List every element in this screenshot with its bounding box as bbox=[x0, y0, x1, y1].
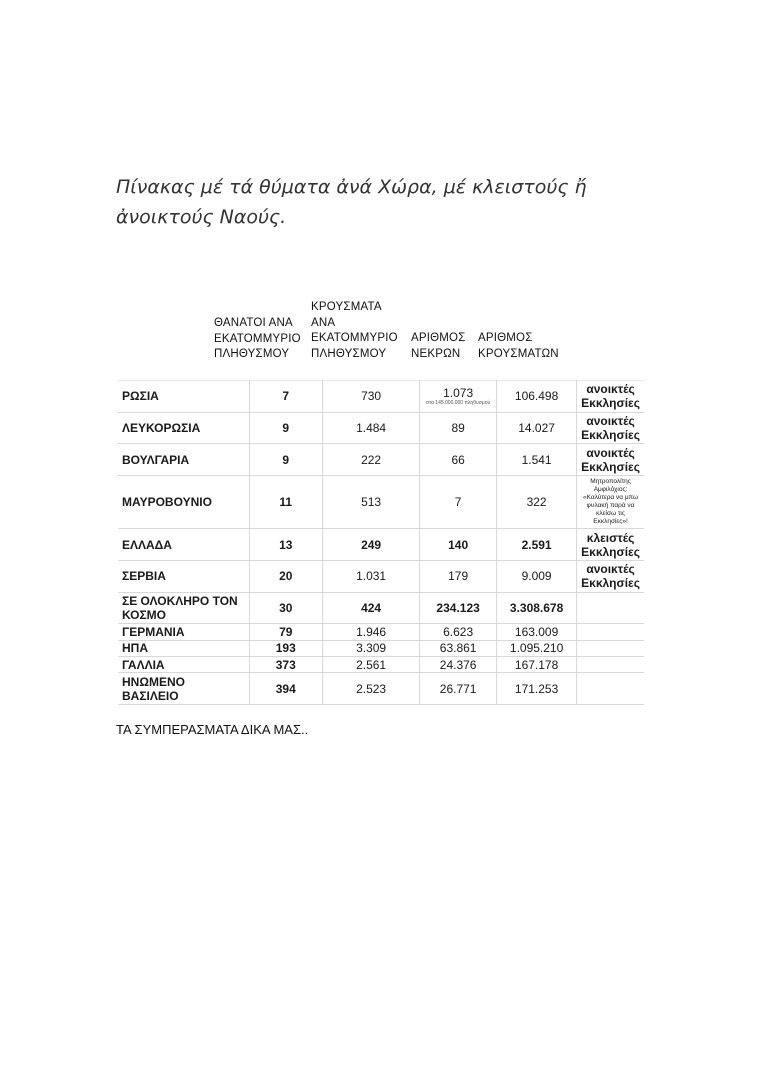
deaths-count-cell: 234.123 bbox=[420, 592, 497, 624]
table-row bbox=[118, 592, 644, 624]
table-row bbox=[118, 656, 644, 672]
deaths-per-million-cell: 373 bbox=[249, 656, 323, 672]
church-status-cell: κλειστές Εκκλησίες bbox=[577, 529, 644, 561]
church-status-cell: ανοικτές Εκκλησίες bbox=[577, 412, 644, 444]
deaths-per-million-cell: 193 bbox=[249, 640, 323, 656]
country-cell: ΗΝΩΜΕΝΟ ΒΑΣΙΛΕΙΟ bbox=[118, 673, 249, 705]
cases-count-cell: 322 bbox=[497, 475, 577, 528]
header-cases-per-million: ΚΡΟΥΣΜΑΤΑ ΑΝΑ ΕΚΑΤΟΜΜΥΡΙΟ ΠΛΗΘΥΣΜΟΥ bbox=[311, 301, 398, 360]
cases-count-cell: 171.253 bbox=[497, 673, 577, 705]
church-status-cell bbox=[577, 673, 644, 705]
table-row bbox=[118, 673, 644, 705]
country-cell: ΣΕ ΟΛΟΚΛΗΡΟ ΤΟΝ ΚΟΣΜΟ bbox=[118, 592, 249, 624]
cases-count-cell: 163.009 bbox=[497, 624, 577, 640]
country-cell: ΜΑΥΡΟΒΟΥΝΙΟ bbox=[118, 475, 249, 528]
table-row bbox=[118, 475, 644, 528]
cases-per-million-cell: 249 bbox=[323, 529, 420, 561]
table-row bbox=[118, 444, 644, 476]
country-cell: ΓΑΛΛΙΑ bbox=[118, 656, 249, 672]
table-row bbox=[118, 381, 644, 413]
table-row bbox=[118, 529, 644, 561]
cases-count-cell: 2.591 bbox=[497, 529, 577, 561]
church-status-cell: ανοικτές Εκκλησίες bbox=[577, 381, 644, 413]
cases-per-million-cell: 513 bbox=[323, 475, 420, 528]
cases-count-cell: 14.027 bbox=[497, 412, 577, 444]
deaths-count-cell: 66 bbox=[420, 444, 497, 476]
deaths-per-million-cell: 7 bbox=[249, 381, 323, 413]
country-cell: ΛΕΥΚΟΡΩΣΙΑ bbox=[118, 412, 249, 444]
deaths-count-cell: 24.376 bbox=[420, 656, 497, 672]
cases-per-million-cell: 730 bbox=[323, 381, 420, 413]
deaths-count-cell: 6.623 bbox=[420, 624, 497, 640]
deaths-per-million-cell: 394 bbox=[249, 673, 323, 705]
deaths-count-cell: 140 bbox=[420, 529, 497, 561]
deaths-count-cell: 179 bbox=[420, 560, 497, 592]
church-status-cell: ανοικτές Εκκλησίες bbox=[577, 560, 644, 592]
header-cases-count: ΑΡΙΘΜΟΣ ΚΡΟΥΣΜΑΤΩΝ bbox=[478, 332, 559, 360]
deaths-per-million-cell: 13 bbox=[249, 529, 323, 561]
deaths-footnote: στα 145.000.000 πληθυσμού bbox=[426, 400, 491, 407]
cases-count-cell: 1.095.210 bbox=[497, 640, 577, 656]
church-status-cell bbox=[577, 624, 644, 640]
church-status-cell bbox=[577, 592, 644, 624]
cases-count-cell: 3.308.678 bbox=[497, 592, 577, 624]
cases-per-million-cell: 1.031 bbox=[323, 560, 420, 592]
deaths-count-cell: 89 bbox=[420, 412, 497, 444]
header-deaths-count: ΑΡΙΘΜΟΣ ΝΕΚΡΩΝ bbox=[411, 332, 466, 360]
table-row bbox=[118, 412, 644, 444]
church-status-cell bbox=[577, 640, 644, 656]
deaths-count-cell: 1.073 στα 145.000.000 πληθυσμού bbox=[420, 381, 497, 413]
table-row bbox=[118, 560, 644, 592]
conclusion-text: ΤΑ ΣΥΜΠΕΡΑΣΜΑΤΑ ΔΙΚΑ ΜΑΣ.. bbox=[116, 722, 309, 737]
deaths-per-million-cell: 11 bbox=[249, 475, 323, 528]
cases-count-cell: 106.498 bbox=[497, 381, 577, 413]
cases-count-cell: 167.178 bbox=[497, 656, 577, 672]
deaths-count-cell: 63.861 bbox=[420, 640, 497, 656]
deaths-count-cell: 26.771 bbox=[420, 673, 497, 705]
cases-count-cell: 9.009 bbox=[497, 560, 577, 592]
church-status-cell: ανοικτές Εκκλησίες bbox=[577, 444, 644, 476]
cases-per-million-cell: 2.523 bbox=[323, 673, 420, 705]
country-statistics-table bbox=[118, 380, 644, 705]
country-cell: ΣΕΡΒΙΑ bbox=[118, 560, 249, 592]
country-cell: ΕΛΛΑΔΑ bbox=[118, 529, 249, 561]
country-cell: ΡΩΣΙΑ bbox=[118, 381, 249, 413]
cases-per-million-cell: 424 bbox=[323, 592, 420, 624]
church-status-cell: Μητροπολίτης Αμφιλόχιος: «Καλύτερα να μπω φυλακή παρά να κλείσω τις Εκκλησίες»! bbox=[577, 475, 644, 528]
deaths-per-million-cell: 20 bbox=[249, 560, 323, 592]
document-title: Πίνακας μέ τά θύματα ἀνά Χώρα, μέ κλειστούς ἤ ἀνοικτούς Ναούς. bbox=[116, 176, 587, 228]
deaths-per-million-cell: 9 bbox=[249, 444, 323, 476]
cases-per-million-cell: 2.561 bbox=[323, 656, 420, 672]
country-cell: ΒΟΥΛΓΑΡΙΑ bbox=[118, 444, 249, 476]
deaths-per-million-cell: 30 bbox=[249, 592, 323, 624]
deaths-per-million-cell: 79 bbox=[249, 624, 323, 640]
header-deaths-per-million: ΘΑΝΑΤΟΙ ΑΝΑ ΕΚΑΤΟΜΜΥΡΙΟ ΠΛΗΘΥΣΜΟΥ bbox=[214, 317, 301, 360]
church-status-cell bbox=[577, 656, 644, 672]
cases-per-million-cell: 1.484 bbox=[323, 412, 420, 444]
country-cell: ΓΕΡΜΑΝΙΑ bbox=[118, 624, 249, 640]
deaths-count-cell: 7 bbox=[420, 475, 497, 528]
cases-per-million-cell: 3.309 bbox=[323, 640, 420, 656]
cases-per-million-cell: 222 bbox=[323, 444, 420, 476]
data-table bbox=[118, 380, 644, 705]
table-row bbox=[118, 640, 644, 656]
cases-per-million-cell: 1.946 bbox=[323, 624, 420, 640]
table-row bbox=[118, 624, 644, 640]
country-cell: ΗΠΑ bbox=[118, 640, 249, 656]
deaths-per-million-cell: 9 bbox=[249, 412, 323, 444]
cases-count-cell: 1.541 bbox=[497, 444, 577, 476]
